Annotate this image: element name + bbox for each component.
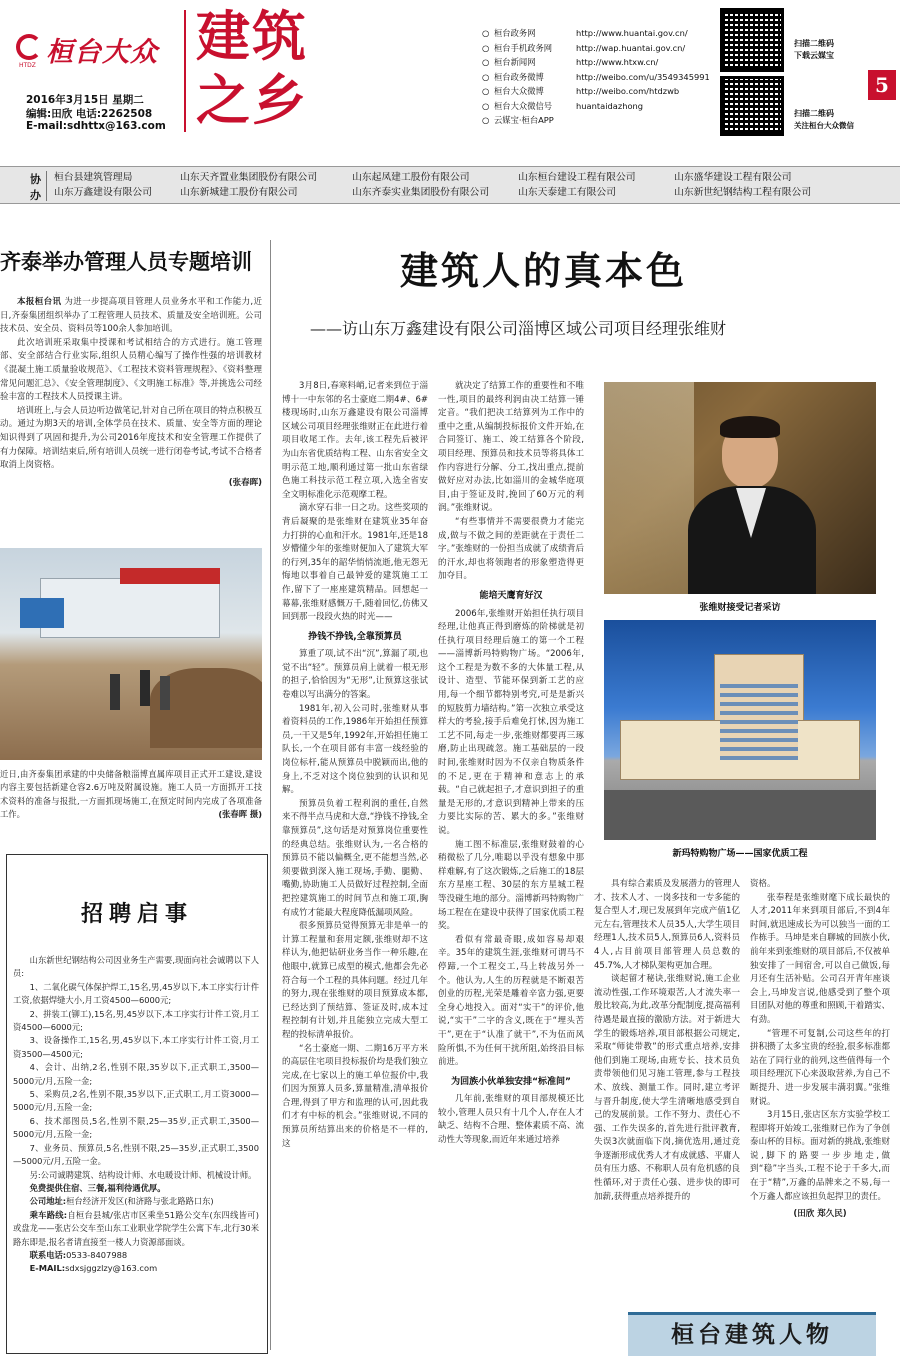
left-article-para: 此次培训班采取集中授课和考试相结合的方式进行。施工管理部、安全部结合行业实际,组织人员精心编写了操作性强的培训教材《混凝土施工质量验收规范》、《工程技术资料管理规程》、《资料整理常见问题汇总》、《安全管理制度》、《文明施工标准》等,并挑选公司经验丰富的工程技术人员授课主讲。 — [0, 337, 262, 403]
masthead — [0, 0, 900, 166]
recruit-item: 4、会计、出纳,2名,性别不限,35岁以下,正式职工,3500—5000元/月,五险一金; — [13, 1062, 259, 1086]
recruit-item: 1、二氧化碳气体保护焊工,15名,男,45岁以下,本工序实行计件工资,依据焊缝大小,月工资4500—6000元; — [13, 981, 259, 1006]
media-link[interactable]: ○ 桓台政务微博 http://weibo.com/u/3549345991 — [482, 70, 712, 85]
sponsor-label-top: 协 — [30, 173, 41, 186]
main-para: 施工图不标准层,张维财鼓着的心稍微松了几分,唯聪以乎没有想象中那样难解,有了这次锻炼,之后施工的18层东方星座工程、30层的东方星城工程等没碰生地的部分。淄博新玛特购物广场工程在在建设中获得了国家优质工程奖。 — [438, 839, 584, 932]
footer-banner — [628, 1312, 876, 1356]
bullet-icon: ○ — [482, 42, 490, 53]
sponsor-name: 山东天泰建工有限公司 — [518, 187, 616, 198]
sponsor-divider — [46, 171, 47, 201]
qr-app-caption-1: 扫描二维码 — [794, 39, 834, 48]
paper-name: 桓台大众 — [46, 37, 158, 68]
sponsor-name: 山东天齐置业集团股份有限公司 — [180, 172, 318, 183]
worker-shape — [110, 674, 120, 710]
bullet-icon: ○ — [482, 100, 490, 111]
qr-wechat-caption-2: 关注桓台大众微信 — [794, 121, 854, 130]
main-para: 具有综合素质及发展潜力的管理人才、技术人才、一岗多技和一专多能的复合型人才,现已发展到年完成产值1亿元左右,管理技术人员35人,大学生项目经理1人,技术员5人,预算员6人,资料员4人,占目前项目部管理人员总数的45.7%,人才梯队架构更加合理。 — [594, 879, 740, 971]
main-para: “名士豪庭一期、二期16万平方米的高层住宅项目投标报价均是我们独立完成,在七家以上的施工单位报价中,我们因为预算人员多,算量精准,清单报价合理,得到了甲方和监理的认可,因此我们才有中标的机会。”张维财说,不同的预算员所结算出来的价格是不一样的,这 — [282, 1043, 428, 1149]
media-link[interactable]: ○ 云媒宝·桓台APP — [482, 113, 712, 128]
main-para: 滴水穿石非一日之功。这些奖项的背后凝聚的是张维财在建筑业35年奋力打拼的心血和汗水。1981年,还是18岁懵懂少年的张维财便加入了建筑大军的行列,35年的韶华悄悄流逝,他无怨无悔地以事着自己最钟爱的建筑施工工作,留下了一座座建筑精品。回想起一幕幕,张维财感慨万千,随着回忆,仿佛又回到那一段段火热的时光—— — [282, 503, 428, 623]
recruit-item: 5、采购员,2名,性别不限,35岁以下,正式职工,月工资3000—5000元/月,五险一金; — [13, 1089, 259, 1113]
sponsor-name: 山东盛华建设工程有限公司 — [674, 172, 792, 183]
main-para: 1981年,初入公司时,张维财从事着资料员的工作,1986年开始担任预算员,一干又是5年,1992年,开始担任施工队长,一个在项目部有丰富一线经验的岗位标杆,能从预算员中脱颖而出,他的身上,不乏对这个岗位独到的认识和见解。 — [282, 703, 428, 796]
sponsor-name: 山东新城建工股份有限公司 — [180, 187, 298, 198]
section-title-bottom: 之乡 — [196, 68, 308, 132]
sponsor-row-1 — [54, 171, 894, 185]
left-article-body — [0, 296, 262, 490]
recruit-item: 2、拼装工(铆工),15名,男,45岁以下,本工序实行计件工资,月工资4500—6000元; — [13, 1008, 259, 1033]
recruit-route: 乘车路线:自桓台县城/张店市区乘坐51路公交车(东四线皆可)或盘龙——张店公交车至山东工业职业学院学生公寓下车,北行30米路东即是,报名者请直接至一楼人力资源部面谈。 — [13, 1209, 259, 1247]
sponsors-bar — [0, 166, 900, 204]
main-para: 2006年,张维财开始担任执行项目经理,让他真正得到磨炼的阶梯就是初任执行项目经理后施工的第一个工程——淄博新玛特购物广场。“2006年,这个工程是为数不多的大体量工程,从设计、造型、节能环保到新工艺的应用,每一个细节都特别考究,可是是新兴的短肢剪力墙结构。”第一次独立承受这样大的考验,接手后难免打怵,因为施工工艺不同,每走一步,张维财都要再三琢磨,防止出现疏忽。施工基础层的一段时间,张维财时因为不仅亲自物质条件的不足,更在于精神和意志上的承载。“自己就起担子,才意识到担子的重量是无形的,才意识到精神上带来的压力要比实际的苦、累大的多。”张维财说。 — [438, 608, 584, 836]
photo-caption-text: 近日,由齐泰集团承建的中央储备粮淄博直属库项目正式开工建设,建设内容主要包括新建仓容2.6万吨及附属设施。施工人员一方面抓开工技术资料的准备与报批,一方面抓现场施工,在预定时间内完成了各项准备工作。 — [0, 769, 262, 820]
main-para: 就决定了结算工作的重要性和不唯一性,项目的最终利润由决工结算一锤定音。“我们把决工结算列为工作中的重中之重,从编制投标报价文件开始,在合同签订、施工、竣工结算各个阶段,项目经理、预算员和技术员等将具体工作内容进行分解、分工,找出重点,提前做好应对办法,比如淄川的金城华庭项目,由于签证及时,挽回了60万元的利润。”张维财说。 — [438, 381, 584, 514]
bullet-icon: ○ — [482, 115, 490, 125]
sponsor-name: 山东桓台建设工程有限公司 — [518, 172, 636, 183]
left-article-para: 本报桓台讯 为进一步提高项目管理人员业务水平和工作能力,近日,齐泰集团组织举办了工程管理人员技术、质量及安全培训班。公司技术员、安全员、资料员等100余人参加培训。 — [0, 297, 262, 335]
main-subhead: 为回族小伙单独安排“标准间” — [451, 1076, 571, 1087]
main-col-4 — [750, 878, 890, 1222]
sponsor-label-bottom: 办 — [30, 189, 41, 202]
media-links — [482, 26, 712, 128]
granary-construction-photo — [0, 548, 262, 760]
sponsor-name: 山东起凤建工股份有限公司 — [352, 172, 470, 183]
left-article-para: 培训班上,与会人员边听边做笔记,针对自己所在项目的特点积极互动。通过为期3天的培训,全体学员在技术、质量、安全等方面的理论知识得到了巩固和提升,为公司2016年度技术和安全管理工作提供了有力保障。培训结束后,所有培训人员统一进行闭卷考试,考试不合格者取消上岗资格。 — [0, 405, 262, 471]
photo-credit: (张春晖 摄) — [218, 809, 262, 820]
recruit-box — [6, 854, 268, 1354]
recruit-item: 7、业务员、预算员,5名,性别不限,25—35岁,正式职工,3500—5000元/月,五险一金。 — [13, 1142, 259, 1167]
bullet-icon: ○ — [482, 71, 490, 82]
sponsor-row-2 — [54, 186, 894, 200]
column-divider — [270, 240, 271, 1350]
mall-photo-caption: 新玛特购物广场——国家优质工程 — [672, 849, 808, 859]
main-para: 预算员负着工程利润的重任,自然来不得半点马虎和大意,“挣钱不挣钱,全靠预算员”,这句话是对预算岗位重要性的经典总结。张维财认为,一名合格的预算员不能以偏概全,更不能想当然,必须要做到深入施工现场,手勤、腿勤、嘴勤,协助施工人员做好过程控制,全面把控建筑施工的时间节点和施工项,胸有成竹才能最大程度降低漏项风险。 — [282, 798, 428, 918]
media-link[interactable]: ○ 桓台大众微信号 huantaidazhong — [482, 99, 712, 114]
recruit-intro: 山东新世纪钢结构公司因业务生产需要,现面向社会诚聘以下人员: — [13, 955, 259, 979]
bullet-icon: ○ — [482, 28, 490, 38]
recruit-item: 另:公司诚聘建筑、结构设计师、水电暖设计师、机械设计师。 — [29, 1169, 257, 1180]
left-article-headline: 齐泰举办管理人员专题培训 — [0, 249, 252, 274]
mall-windows-shape — [720, 680, 798, 760]
media-link[interactable]: ○ 桓台政务网 http://www.huantai.gov.cn/ — [482, 26, 712, 41]
main-para: 看似有常最奇眼,成如容易却艰辛。35年的建筑生涯,张维财可谓马不停蹄,一个工程交工,马上转战另外一个。他认为,人生的历程就是不断艰苦创业的历程,光荣是雕着辛富力强,更要全身心地投入。面对“实干”的评价,他说,“实干”二字的含义,既在于“埋头苦干”,更在于“认准了就干”,不为伍而风险所惧,不为任何干扰所阻,始终沿目标前进。 — [438, 934, 584, 1068]
footer-banner-text: 桓台建筑人物 — [671, 1321, 833, 1348]
qr-code-app[interactable] — [720, 8, 784, 72]
main-para: 3月15日,张店区东方实验学校工程即将开始竣工,张维财已作为了争创泰山杯的目标。面对新的挑战,张维财说,脚下的路要一步步地走,做到“稳”字当头,工程不论于千多大,而在于“精”,万鑫的品牌来之不易,每一个万鑫人都应该担负起捍卫的责任。 — [750, 1110, 890, 1202]
sponsor-name: 山东万鑫建设有限公司 — [54, 187, 152, 198]
editor-info: 编辑:田欣 电话:2262508 — [26, 108, 153, 120]
main-para: 3月8日,春寒料峭,记者来到位于淄博十一中东邻的名士豪庭二期4#、6#楼现场时,山东万鑫建设有限公司淄博区域公司项目经理张维财正在此进行着项目收尾工作。去年,该工程先后被评为山东省优质结构工程、山东省安全文明示范工地,顺利通过第一批山东省绿色施工科技示范工程立项,入选全省安全文明标准化示范观摩工程。 — [282, 381, 428, 500]
main-subhead: 挣钱不挣钱,全靠预算员 — [308, 631, 402, 642]
main-para: 几年前,张维财的项目部规模还比较小,管理人员只有十几个人,存在人才缺乏、结构不合理、整体素质不高、流动性大等现象,而近年来通过培养 — [438, 1094, 584, 1146]
section-title-divider — [184, 10, 186, 132]
building-shape — [40, 578, 220, 638]
main-col-3 — [594, 878, 740, 1204]
worker-shape — [160, 676, 170, 710]
main-col-1 — [282, 380, 428, 1151]
person-hair-shape — [720, 416, 780, 438]
qr-code-wechat[interactable] — [720, 76, 784, 136]
worker-shape — [140, 670, 150, 706]
qr-wechat-caption-1: 扫描二维码 — [794, 109, 834, 118]
sponsor-name: 桓台县建筑管理局 — [54, 172, 133, 183]
main-para: 资格。 — [750, 879, 776, 889]
left-photo-caption — [0, 768, 262, 822]
main-para: 算重了项,试不出“沉”,算漏了项,也觉不出“轻”。预算员肩上就着一根无形的担子,恰恰因为“无形”,让预算这张试卷难以写出满分的答案。 — [282, 649, 428, 701]
main-para: “管理不可复制,公司这些年的打拼积攒了太多宝贵的经验,很多标准都站在了同行业的前列,这些值得每一个项目经理沉下心来汲取营养,为自己不断提升、进一步发展丰满羽翼。”张维财说。 — [750, 1028, 890, 1107]
recruit-body — [7, 954, 267, 1276]
main-col-2 — [438, 380, 584, 1148]
main-para: 张奉程是张维财麾下成长最快的人才,2011年来到项目部后,不到4年时间,就迅速成长为可以独当一面的工作栋手。马坤是来自聊城的回族小伙,前年来到张维财的项目部后,不仅被单独安排了一间宿舍,可以自己做饭,每月还有生活补贴。公司召开青年座谈会上,马坤发言说,他感受到了整个项目团队对他的尊重和照顾,干着踏实、有劲。 — [750, 892, 890, 1025]
recruit-email: E-MAIL:sdxsjggzlzy@163.com — [29, 1263, 158, 1274]
road-shape — [604, 790, 876, 840]
recruit-address: 公司地址:桓台经济开发区(和济路与张北路路口东) — [29, 1196, 214, 1207]
sponsor-name: 山东新世纪钢结构工程有限公司 — [674, 187, 812, 198]
media-link[interactable]: ○ 桓台手机政务网 http://wap.huantai.gov.cn/ — [482, 41, 712, 56]
shopping-mall-photo — [604, 620, 876, 840]
left-article-byline: (张春晖) — [228, 477, 262, 488]
media-link[interactable]: ○ 桓台新闻网 http://www.htxw.cn/ — [482, 55, 712, 70]
bullet-icon: ○ — [482, 86, 490, 96]
recruit-title: 招聘启事 — [80, 901, 193, 927]
recruit-item: 6、技术部图员,5名,性别不限,25—35岁,正式职工,3500—5000元/月,五险一金; — [13, 1115, 259, 1140]
banner-shape — [120, 568, 220, 584]
window-shape — [604, 382, 694, 594]
interview-portrait-photo — [604, 382, 876, 594]
main-para: 谈起留才秘诀,张维财说,施工企业流动性强,工作环境艰苦,人才流失率一般比较高,为此,改革分配制度,提高福利待遇是最直接的激励方法。对于新进大学生的锻炼培养,项目部根据公司规定,采取“师徒带教”的形式重点培养,安排他们到施工现场,由班专长、技术员负责带领他们见习施工管理,参与工程技术、放线、测量工作。同时,建立考评与晋升制度,使大学生清晰地感受到自己的发展前景。工作不努力、责任心不强、工作失误多的,首先进行批评教育,失误3次就面临下岗,摘优选用,通过竞争逐渐形成优秀人才有成就感、平庸人员有压力感、不称职人员有危机感的良性循环,对于责任心强、进步快的即可加薪,获得重点培养提升的 — [594, 974, 740, 1202]
media-link[interactable]: ○ 桓台大众微博 http://weibo.com/htdzwb — [482, 84, 712, 99]
sponsor-name: 山东齐泰实业集团股份有限公司 — [352, 187, 490, 198]
email-info: E-mail:sdhttx@163.com — [26, 120, 166, 132]
main-subhead: 能培天鹰育好汉 — [479, 590, 543, 601]
paper-abbr: HTDZ — [19, 62, 36, 69]
main-article-byline: (田欣 郑久民) — [793, 1209, 847, 1220]
paper-logo-icon — [16, 34, 42, 60]
recruit-benefits: 免费提供住宿、三餐,福利待遇优厚。 — [29, 1182, 166, 1193]
main-para: 很多预算员觉得预算无非是单一的计算工程量和套用定额,张维财却不这样认为,他把钻研业务当作一种乐趣,在他眼中,就算已成型的模式,他都会先必符合每一个工程的具体问题。经过几年的努力,现在张维财的项目预算成本都,已经达到了预结算、签证及时,成本过程控制有计划,并且能独立完成大型工程的投标清单报价。 — [282, 921, 428, 1040]
issue-date: 2016年3月15日 星期二 — [26, 94, 144, 106]
section-title-top: 建筑 — [196, 4, 308, 68]
main-headline: 建筑人的真本色 — [400, 248, 688, 293]
recruit-item: 3、设备操作工,15名,男,45岁以下,本工序实行计件工资,月工资3500—4500元; — [13, 1035, 259, 1059]
blue-sign-shape — [20, 598, 64, 628]
main-subheadline: ——访山东万鑫建设有限公司淄博区域公司项目经理张维财 — [310, 319, 727, 338]
page-number: 5 — [868, 70, 896, 100]
qr-app-caption-2: 下载云媒宝 — [794, 51, 834, 60]
recruit-phone: 联系电话:0533-8407988 — [29, 1249, 128, 1260]
bullet-icon: ○ — [482, 57, 490, 67]
interview-photo-caption: 张维财接受记者采访 — [699, 603, 781, 613]
main-para: “有些事情并不需要很费力才能完成,做与不做之间的差距就在于责任二字。”张维财的一份担当成就了成绩背后的汗水,却也将领跑者的形象塑造得更加夺目。 — [438, 516, 584, 582]
